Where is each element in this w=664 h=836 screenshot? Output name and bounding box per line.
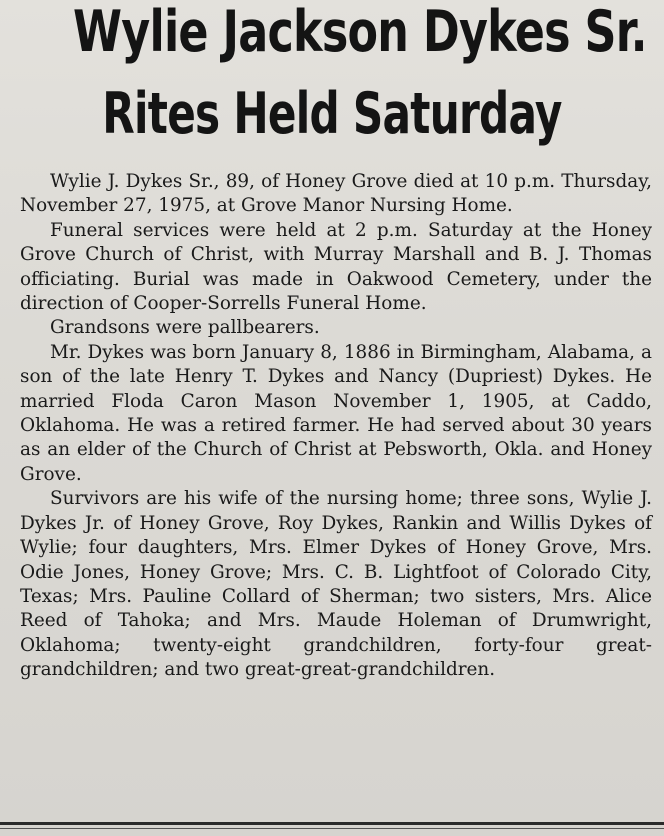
paragraph-biography: Mr. Dykes was born January 8, 1886 in Birmingham, Alabama, a son of the late Henry T. Dykes and Nancy (Dupriest) Dykes. He married Floda Caron Mason November 1, 1905, at Caddo, Oklahoma. He was a retired farmer. He had served about 30 years as an elder of the Church of Christ at Pebsworth, Okla. and Honey Grove. <box>20 341 652 485</box>
headline-line-2: Rites Held Saturday <box>102 81 562 147</box>
article-body <box>20 170 652 683</box>
paragraph-pallbearers: Grandsons were pallbearers. <box>50 317 320 339</box>
paragraph-death: Wylie J. Dykes Sr., 89, of Honey Grove died at 10 p.m. Thursday, November 27, 1975, at Grove Manor Nursing Home. <box>20 171 652 217</box>
bottom-rule-thin <box>0 828 664 829</box>
headline-line-1: Wylie Jackson Dykes Sr. <box>73 0 647 65</box>
paragraph-funeral: Funeral services were held at 2 p.m. Saturday at the Honey Grove Church of Christ, with Murray Marshall and B. J. Thomas officiating. Burial was made in Oakwood Cemetery, under the direction of Cooper-Sorrells Funeral Home. <box>20 219 652 315</box>
bottom-rule <box>0 822 664 825</box>
paragraph-survivors: Survivors are his wife of the nursing home; three sons, Wylie J. Dykes Jr. of Honey Grove, Roy Dykes, Rankin and Willis Dykes of Wylie; four daughters, Mrs. Elmer Dykes of Honey Grove, Mrs. Odie Jones, Honey Grove; Mrs. C. B. Lightfoot of Colorado City, Texas; Mrs. Pauline Collard of Sherman; two sisters, Mrs. Alice Reed of Tahoka; and Mrs. Maude Holeman of Drumwright, Oklahoma; twenty-eight grandchildren, forty-four great-grandchildren; and two great-great-grandchildren. <box>20 488 652 681</box>
